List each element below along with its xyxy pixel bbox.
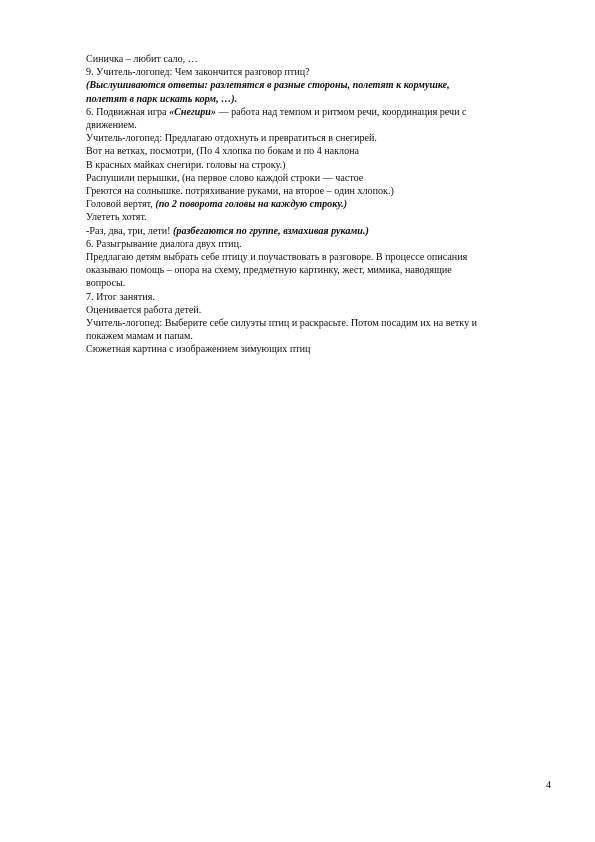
- italic-answer-text: полетят в парк искать корм, …).: [86, 93, 238, 105]
- text-line-20: Оценивается работа детей.: [86, 304, 202, 316]
- text-line-19: 7. Итог занятия.: [86, 291, 155, 303]
- text-line-4: [86, 93, 541, 106]
- text-line-2: 9. Учитель-логопед: Чем закончится разговор птиц?: [86, 67, 310, 79]
- text-line-12: Головой вертят, (по 2 поворота головы на каждую строку.): [86, 199, 348, 211]
- text-line-18: вопросы.: [86, 278, 126, 290]
- text-line-17: оказываю помощь – опора на схему, предметную картинку, жест, мимика, наводящие: [86, 265, 452, 277]
- text-line-5: 6. Подвижная игра «Снегири» — работа над темпом и ритмом речи, координация речи с: [86, 106, 467, 118]
- italic-instruction-text: (разбегаются по группе, взмахивая руками.): [173, 225, 369, 237]
- text-line-8: Вот на ветках, посмотри, (По 4 хлопка по бокам и по 4 наклона: [86, 146, 360, 158]
- text-line-3: [86, 79, 541, 92]
- text-line-15: 6. Разыгрывание диалога двух птиц.: [86, 238, 242, 250]
- italic-instruction-text: (по 2 поворота головы на каждую строку.): [155, 199, 348, 211]
- text-line-14: -Раз, два, три, лети! (разбегаются по группе, взмахивая руками.): [86, 225, 369, 237]
- text-line-10: Распушили перышки, (на первое слово каждой строки — частое: [86, 172, 364, 184]
- text-line-13: Улететь хотят.: [86, 212, 147, 224]
- text-line-11: Греются на солнышке. потряхивание руками, на второе – один хлопок.): [86, 186, 394, 198]
- page-number: 4: [546, 780, 551, 791]
- text-line-22: покажем мамам и папам.: [86, 331, 193, 343]
- text-line-6: движением.: [86, 120, 137, 132]
- game-title: «Снегири»: [169, 106, 216, 118]
- page-content: [86, 53, 541, 357]
- text-line-7: Учитель-логопед: Предлагаю отдохнуть и превратиться в снегирей.: [86, 133, 377, 145]
- text-line-23: Сюжетная картина с изображением зимующих птиц: [86, 344, 311, 356]
- text-line-1: Синичка – любит сало, …: [86, 54, 198, 65]
- text-line-16: Предлагаю детям выбрать себе птицу и поучаствовать в разговоре. В процессе описания: [86, 252, 468, 264]
- text-line-21: Учитель-логопед: Выберите себе силуэты птиц и раскрасьте. Потом посадим их на ветку и: [86, 318, 478, 330]
- italic-answer-text: (Выслушиваются ответы: разлетятся в разные стороны, полетят к кормушке,: [86, 80, 450, 92]
- text-line-9: В красных майках снегири. головы на строку.): [86, 159, 286, 171]
